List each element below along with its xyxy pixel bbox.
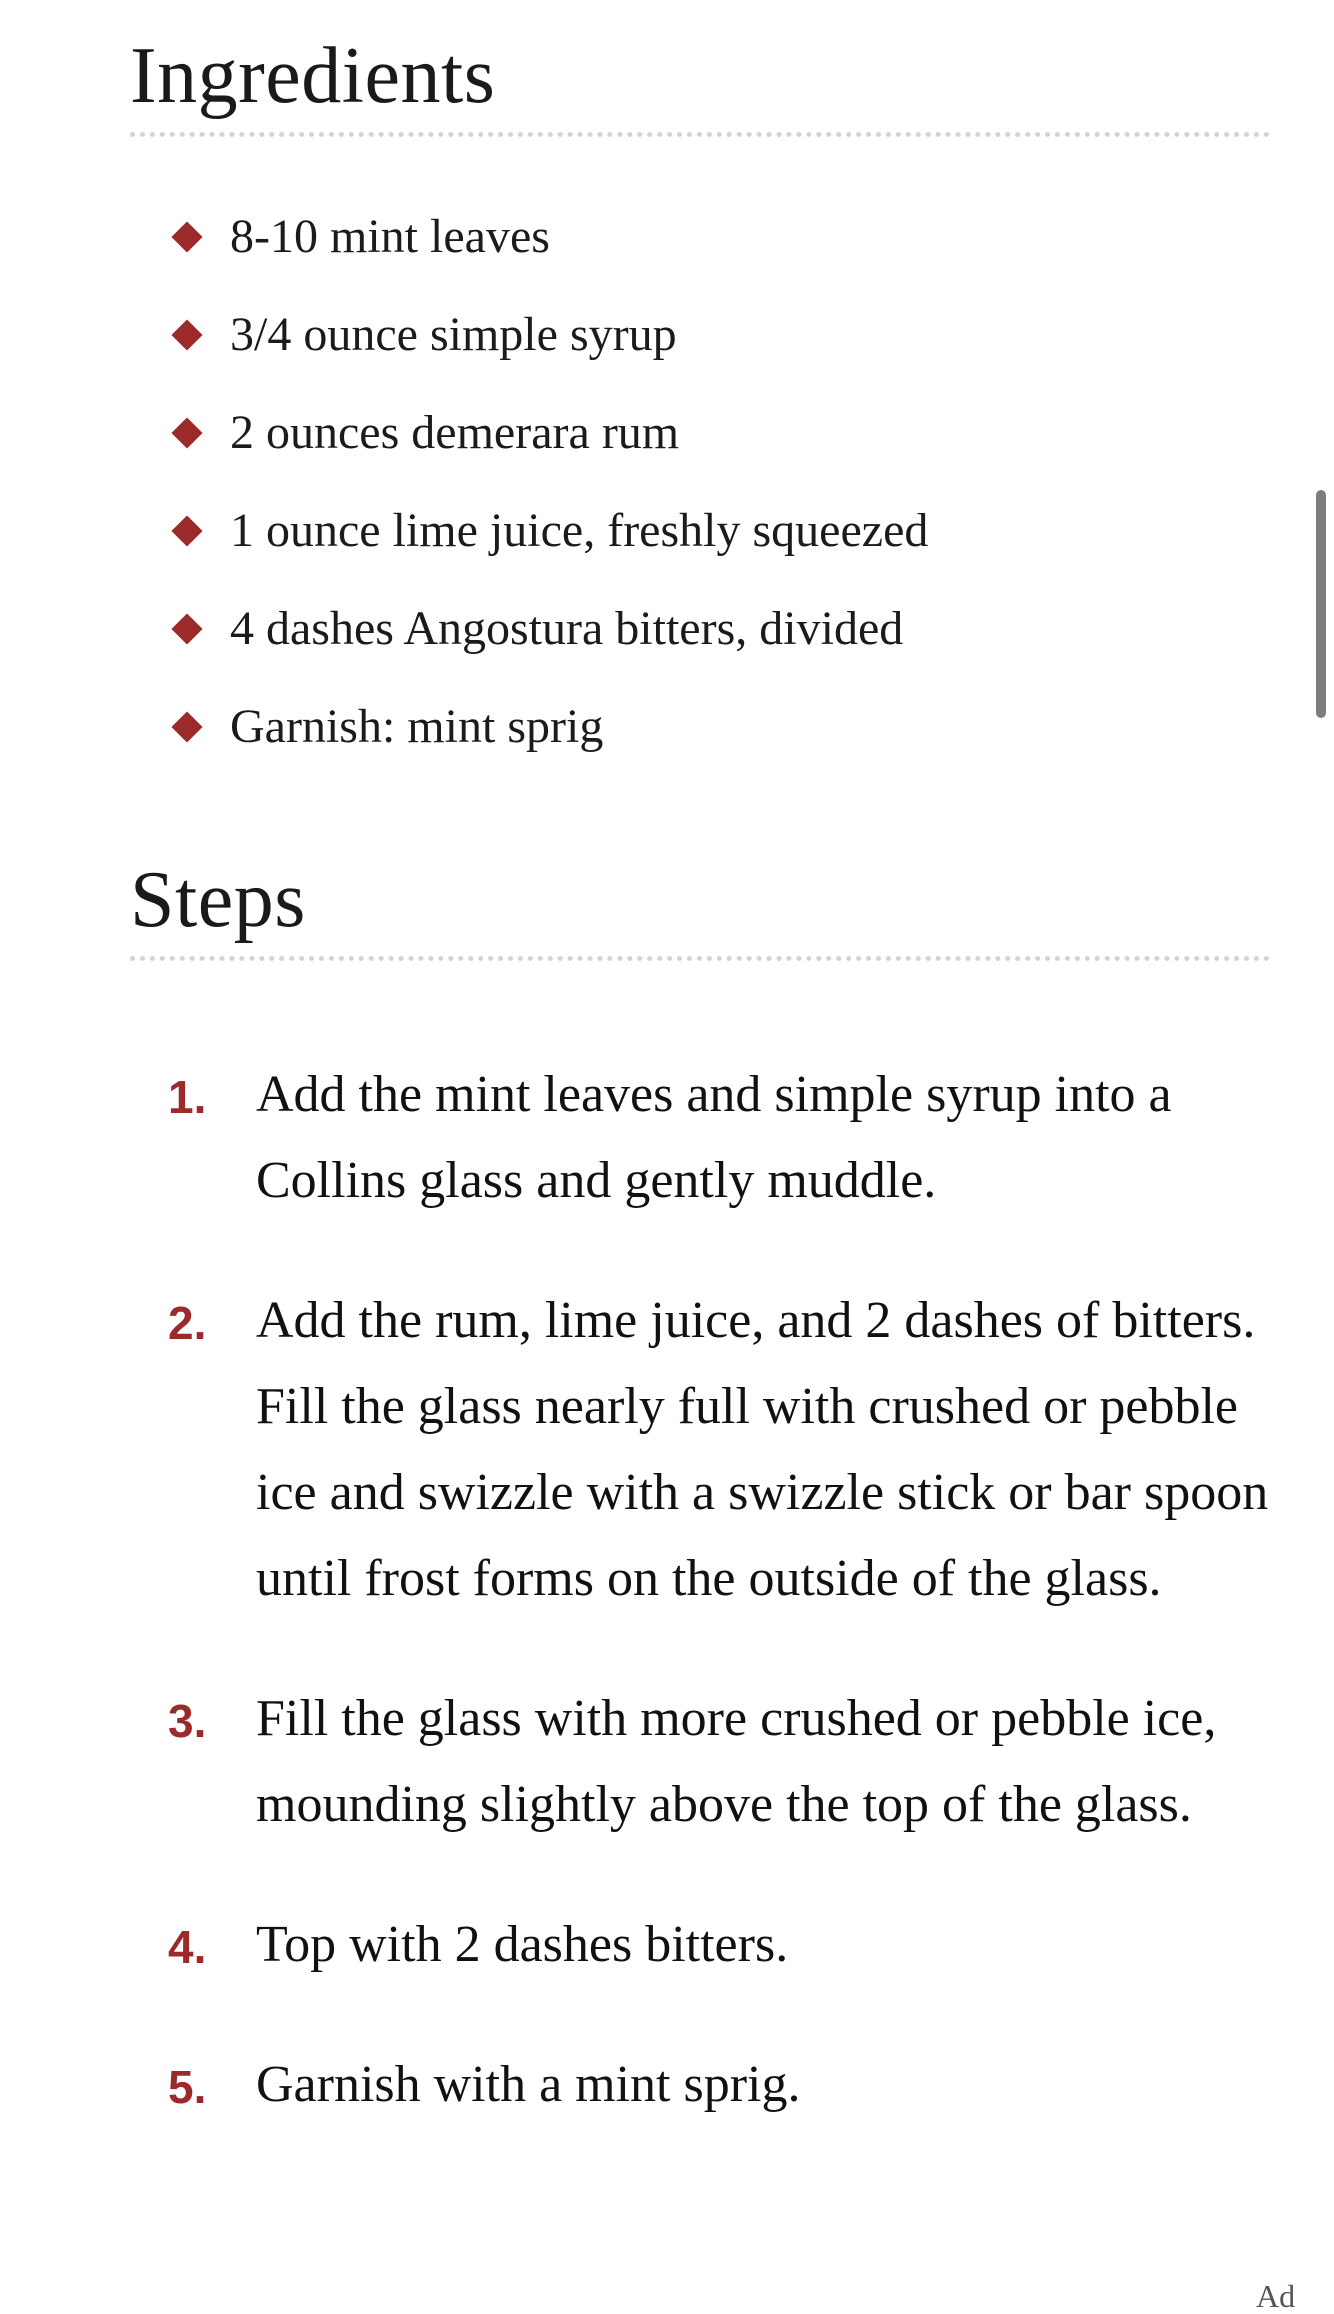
step-item <box>168 1278 1278 1622</box>
diamond-bullet-icon <box>171 221 202 252</box>
vertical-scrollbar-thumb[interactable] <box>1316 490 1326 718</box>
step-text: Add the rum, lime juice, and 2 dashes of bitters. Fill the glass nearly full with crushed or pebble ice and swizzle with a swizzle stick or bar spoon until frost forms on the outside of the glass. <box>256 1292 1269 1607</box>
ingredients-list <box>170 188 1170 776</box>
step-number: 3. <box>168 1695 207 1747</box>
ingredient-text: 4 dashes Angostura bitters, divided <box>230 602 904 655</box>
step-text: Top with 2 dashes bitters. <box>256 1916 789 1973</box>
ingredients-divider <box>130 132 1270 137</box>
ingredient-item <box>170 580 1170 678</box>
step-text: Fill the glass with more crushed or pebble ice, mounding slightly above the top of the glass. <box>256 1690 1217 1833</box>
diamond-bullet-icon <box>171 417 202 448</box>
step-number: 4. <box>168 1921 207 1973</box>
step-item <box>168 1676 1278 1848</box>
ingredient-item <box>170 384 1170 482</box>
step-number: 1. <box>168 1071 207 1123</box>
diamond-bullet-icon <box>171 515 202 546</box>
step-item <box>168 1902 1278 1992</box>
step-number: 5. <box>168 2061 207 2113</box>
ingredient-text: 1 ounce lime juice, freshly squeezed <box>230 504 929 557</box>
step-text: Garnish with a mint sprig. <box>256 2056 801 2113</box>
step-item <box>168 2042 1278 2132</box>
diamond-bullet-icon <box>171 711 202 742</box>
step-number: 2. <box>168 1297 207 1349</box>
ingredient-text: Garnish: mint sprig <box>230 700 604 753</box>
ingredient-text: 3/4 ounce simple syrup <box>230 308 677 361</box>
ingredient-text: 8-10 mint leaves <box>230 210 550 263</box>
ingredient-item <box>170 188 1170 286</box>
ingredient-item <box>170 286 1170 384</box>
step-item <box>168 1052 1278 1224</box>
steps-list <box>168 1052 1278 2132</box>
diamond-bullet-icon <box>171 613 202 644</box>
steps-divider <box>130 956 1270 961</box>
step-text: Add the mint leaves and simple syrup into a Collins glass and gently muddle. <box>256 1066 1172 1209</box>
ingredients-heading: Ingredients <box>130 32 496 120</box>
ad-label[interactable]: Ad <box>1256 2278 1296 2314</box>
diamond-bullet-icon <box>171 319 202 350</box>
ingredient-item <box>170 482 1170 580</box>
ingredient-item <box>170 678 1170 776</box>
steps-heading: Steps <box>130 856 306 944</box>
ingredient-text: 2 ounces demerara rum <box>230 406 680 459</box>
